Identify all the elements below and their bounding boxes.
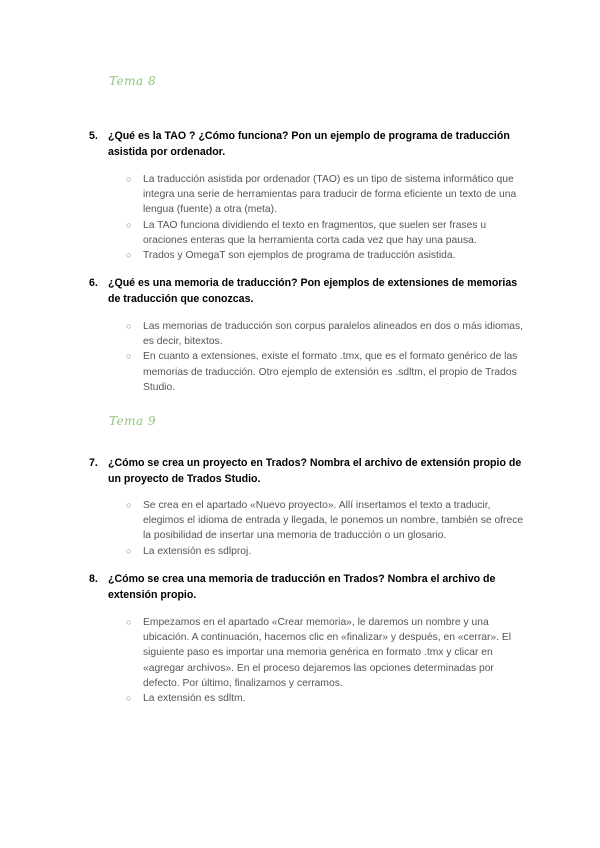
question-text: ¿Cómo se crea una memoria de traducción en Trados? Nombra el archivo de extensión propio. — [108, 573, 496, 601]
answer-item: ○ Se crea en el apartado «Nuevo proyecto». Allí insertamos el texto a traducir, elegimos el idioma de entrada y llegada, le ponemos un nombre, también se ofrece la posibilidad de insertar una memoria de traducción o un glosario. — [126, 500, 524, 542]
answer-item: ○ En cuanto a extensiones, existe el formato .tmx, que es el formato genérico de las memorias de traducción. Otro ejemplo de extensión es .sdltm, el propio de Trados Studio. — [126, 351, 518, 393]
bullet-circle-icon: ○ — [126, 693, 132, 704]
answer-list-7 — [126, 498, 526, 559]
question-number: 8. — [89, 573, 98, 585]
question-8 — [89, 571, 529, 603]
answer-list-6 — [126, 319, 526, 395]
question-number: 6. — [89, 277, 98, 289]
question-number: 5. — [89, 130, 98, 142]
bullet-circle-icon: ○ — [126, 321, 132, 331]
bullet-circle-icon: ○ — [126, 219, 132, 230]
bullet-circle-icon: ○ — [126, 617, 132, 627]
bullet-circle-icon: ○ — [126, 500, 132, 510]
answer-item: ○ Las memorias de traducción son corpus paralelos alineados en dos o más idiomas, es decir, bitextos. — [126, 321, 524, 348]
question-5 — [89, 128, 529, 160]
question-number: 7. — [89, 457, 98, 469]
answer-item: ○ La extensión es sdlproj. — [126, 544, 526, 559]
answer-item: ○ Empezamos en el apartado «Crear memoria», le daremos un nombre y una ubicación. A continuación, hacemos clic en «finalizar» y después, en «cerrar». El siguiente paso es importar una memoria genérica en formato .tmx y clicar en «agregar archivos». En el proceso dejaremos las opciones determinadas por defecto. Por último, finalizamos y cerramos. — [126, 617, 512, 689]
question-7 — [89, 455, 529, 487]
answer-list-8 — [126, 615, 526, 706]
question-6 — [89, 275, 529, 307]
answer-item: ○ La TAO funciona dividiendo el texto en fragmentos, que suelen ser frases u oraciones enteras que la herramienta corta cada vez que hay una pausa. — [126, 219, 487, 246]
answer-item: ○ La extensión es sdltm. — [126, 691, 526, 706]
question-text: ¿Qué es la TAO ? ¿Cómo funciona? Pon un ejemplo de programa de traducción asistida por ordenador. — [108, 130, 510, 158]
bullet-circle-icon: ○ — [126, 250, 132, 261]
bullet-circle-icon: ○ — [126, 351, 132, 362]
section-heading-tema-9: Tema 9 — [109, 414, 157, 428]
question-text: ¿Qué es una memoria de traducción? Pon ejemplos de extensiones de memorias de traducción que conozcas. — [108, 277, 518, 305]
answer-item: ○ La traducción asistida por ordenador (TAO) es un tipo de sistema informático que integra una serie de herramientas para traducir de forma eficiente un texto de una lengua (fuente) a otra (meta). — [126, 174, 517, 216]
section-heading-tema-8: Tema 8 — [109, 74, 157, 88]
answer-item: ○ Trados y OmegaT son ejemplos de programa de traducción asistida. — [126, 248, 526, 263]
bullet-circle-icon: ○ — [126, 545, 132, 556]
answer-list-5 — [126, 172, 526, 263]
bullet-circle-icon: ○ — [126, 174, 132, 184]
question-text: ¿Cómo se crea un proyecto en Trados? Nombra el archivo de extensión propio de un proyecto de Trados Studio. — [108, 457, 522, 485]
